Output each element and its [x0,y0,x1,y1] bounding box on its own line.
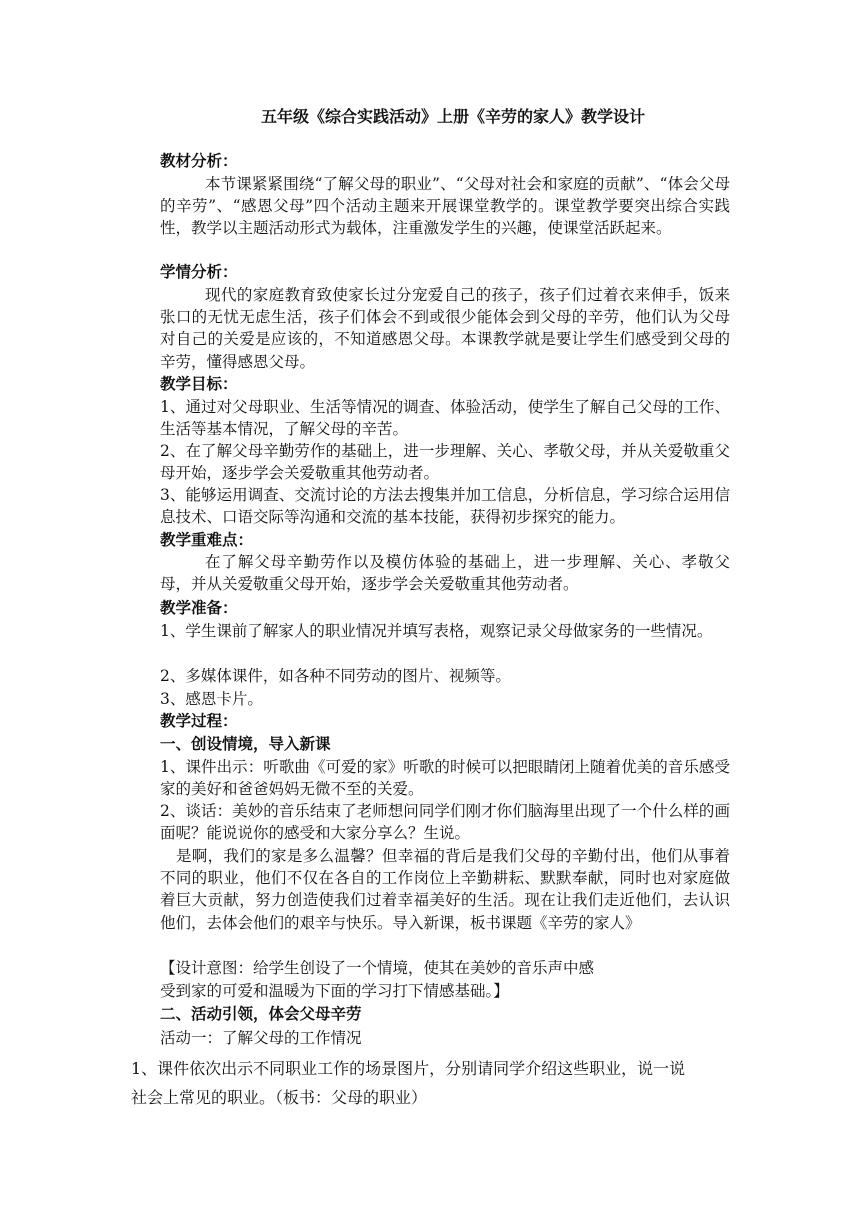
heading-part-2: 二、活动引领，体会父母辛劳 [160,1004,362,1023]
heading-preparation: 教学准备： [160,598,238,617]
activity-1-line-1: 1、课件依次出示不同职业工作的场景图片，分别请同学介绍这些职业，说一说 [131,1059,686,1078]
design-intent-line-1: 【设计意图：给学生创设了一个情境，使其在美妙的音乐声中感 [160,959,595,977]
heading-part-1: 一、创设情境，导入新课 [160,734,331,753]
heading-teaching-goals: 教学目标： [160,374,238,393]
document-title: 五年级《综合实践活动》上册《辛劳的家人》教学设计 [260,107,645,126]
goal-item-2: 2、在了解父母辛勤劳作的基础上，进一步理解、关心、孝敬父母，并从关爱敬重父母开始，逐步学会关爱敬重其他劳动者。 [160,442,730,483]
part1-paragraph: 是啊，我们的家是多么温馨？但幸福的背后是我们父母的辛勤付出，他们从事着不同的职业，他们不仅在各自的工作岗位上辛勤耕耘、默默奉献，同时也对家庭做着巨大贡献，努力创造使我们过着幸福美好的生活。现在让我们走近他们，去认识他们，去体会他们的艰辛与快乐。导入新课，板书课题《辛劳的家人》 [160,847,730,932]
part1-item-1: 1、课件出示：听歌曲《可爱的家》听歌的时候可以把眼睛闭上随着优美的音乐感受家的美好和爸爸妈妈无微不至的关爱。 [160,758,730,799]
goal-item-1: 1、通过对父母职业、生活等情况的调查、体验活动，使学生了解自己父母的工作、生活等基本情况，了解父母的辛苦。 [160,398,730,439]
heading-material-analysis: 教材分析： [160,151,238,170]
paragraph-material-analysis: 本节课紧紧围绕“了解父母的职业”、“父母对社会和家庭的贡献”、“体会父母的辛劳”、“感恩父母”四个活动主题来开展课堂教学的。课堂教学要突出综合实践性，教学以主题活动形式为载体，注重激发学生的兴趣，使课堂活跃起来。 [160,175,730,238]
heading-teaching-process: 教学过程： [160,711,238,730]
heading-key-points: 教学重难点： [160,530,254,549]
paragraph-key-points: 在了解父母辛勤劳作以及模仿体验的基础上，进一步理解、关心、孝敬父母，并从关爱敬重父母开始，逐步学会关爱敬重其他劳动者。 [160,553,730,594]
heading-student-analysis: 学情分析： [160,262,238,281]
paragraph-student-analysis: 现代的家庭教育致使家长过分宠爱自己的孩子，孩子们过着衣来伸手，饭来张口的无忧无虑生活，孩子们体会不到或很少能体会到父母的辛劳，他们认为父母对自己的关爱是应该的，不知道感恩父母。本课教学就是要让学生们感受到父母的辛劳，懂得感恩父母。 [160,286,730,371]
part1-item-2: 2、谈话：美妙的音乐结束了老师想问同学们刚才你们脑海里出现了一个什么样的画面呢？能说说你的感受和大家分享么？生说。 [160,802,730,843]
prep-item-1: 1、学生课前了解家人的职业情况并填写表格，观察记录父母做家务的一些情况。 [160,622,713,640]
activity-1-line-2: 社会上常见的职业。（板书：父母的职业） [131,1088,428,1107]
prep-item-2: 2、多媒体课件，如各种不同劳动的图片、视频等。 [160,667,511,685]
goal-item-3: 3、能够运用调查、交流讨论的方法去搜集并加工信息，分析信息，学习综合运用信息技术、口语交际等沟通和交流的基本技能，获得初步探究的能力。 [160,486,730,527]
activity-1-title: 活动一：了解父母的工作情况 [160,1029,362,1047]
prep-item-3: 3、感恩卡片。 [160,690,263,708]
design-intent-line-2: 受到家的可爱和温暖为下面的学习打下情感基础。】 [160,982,509,1000]
